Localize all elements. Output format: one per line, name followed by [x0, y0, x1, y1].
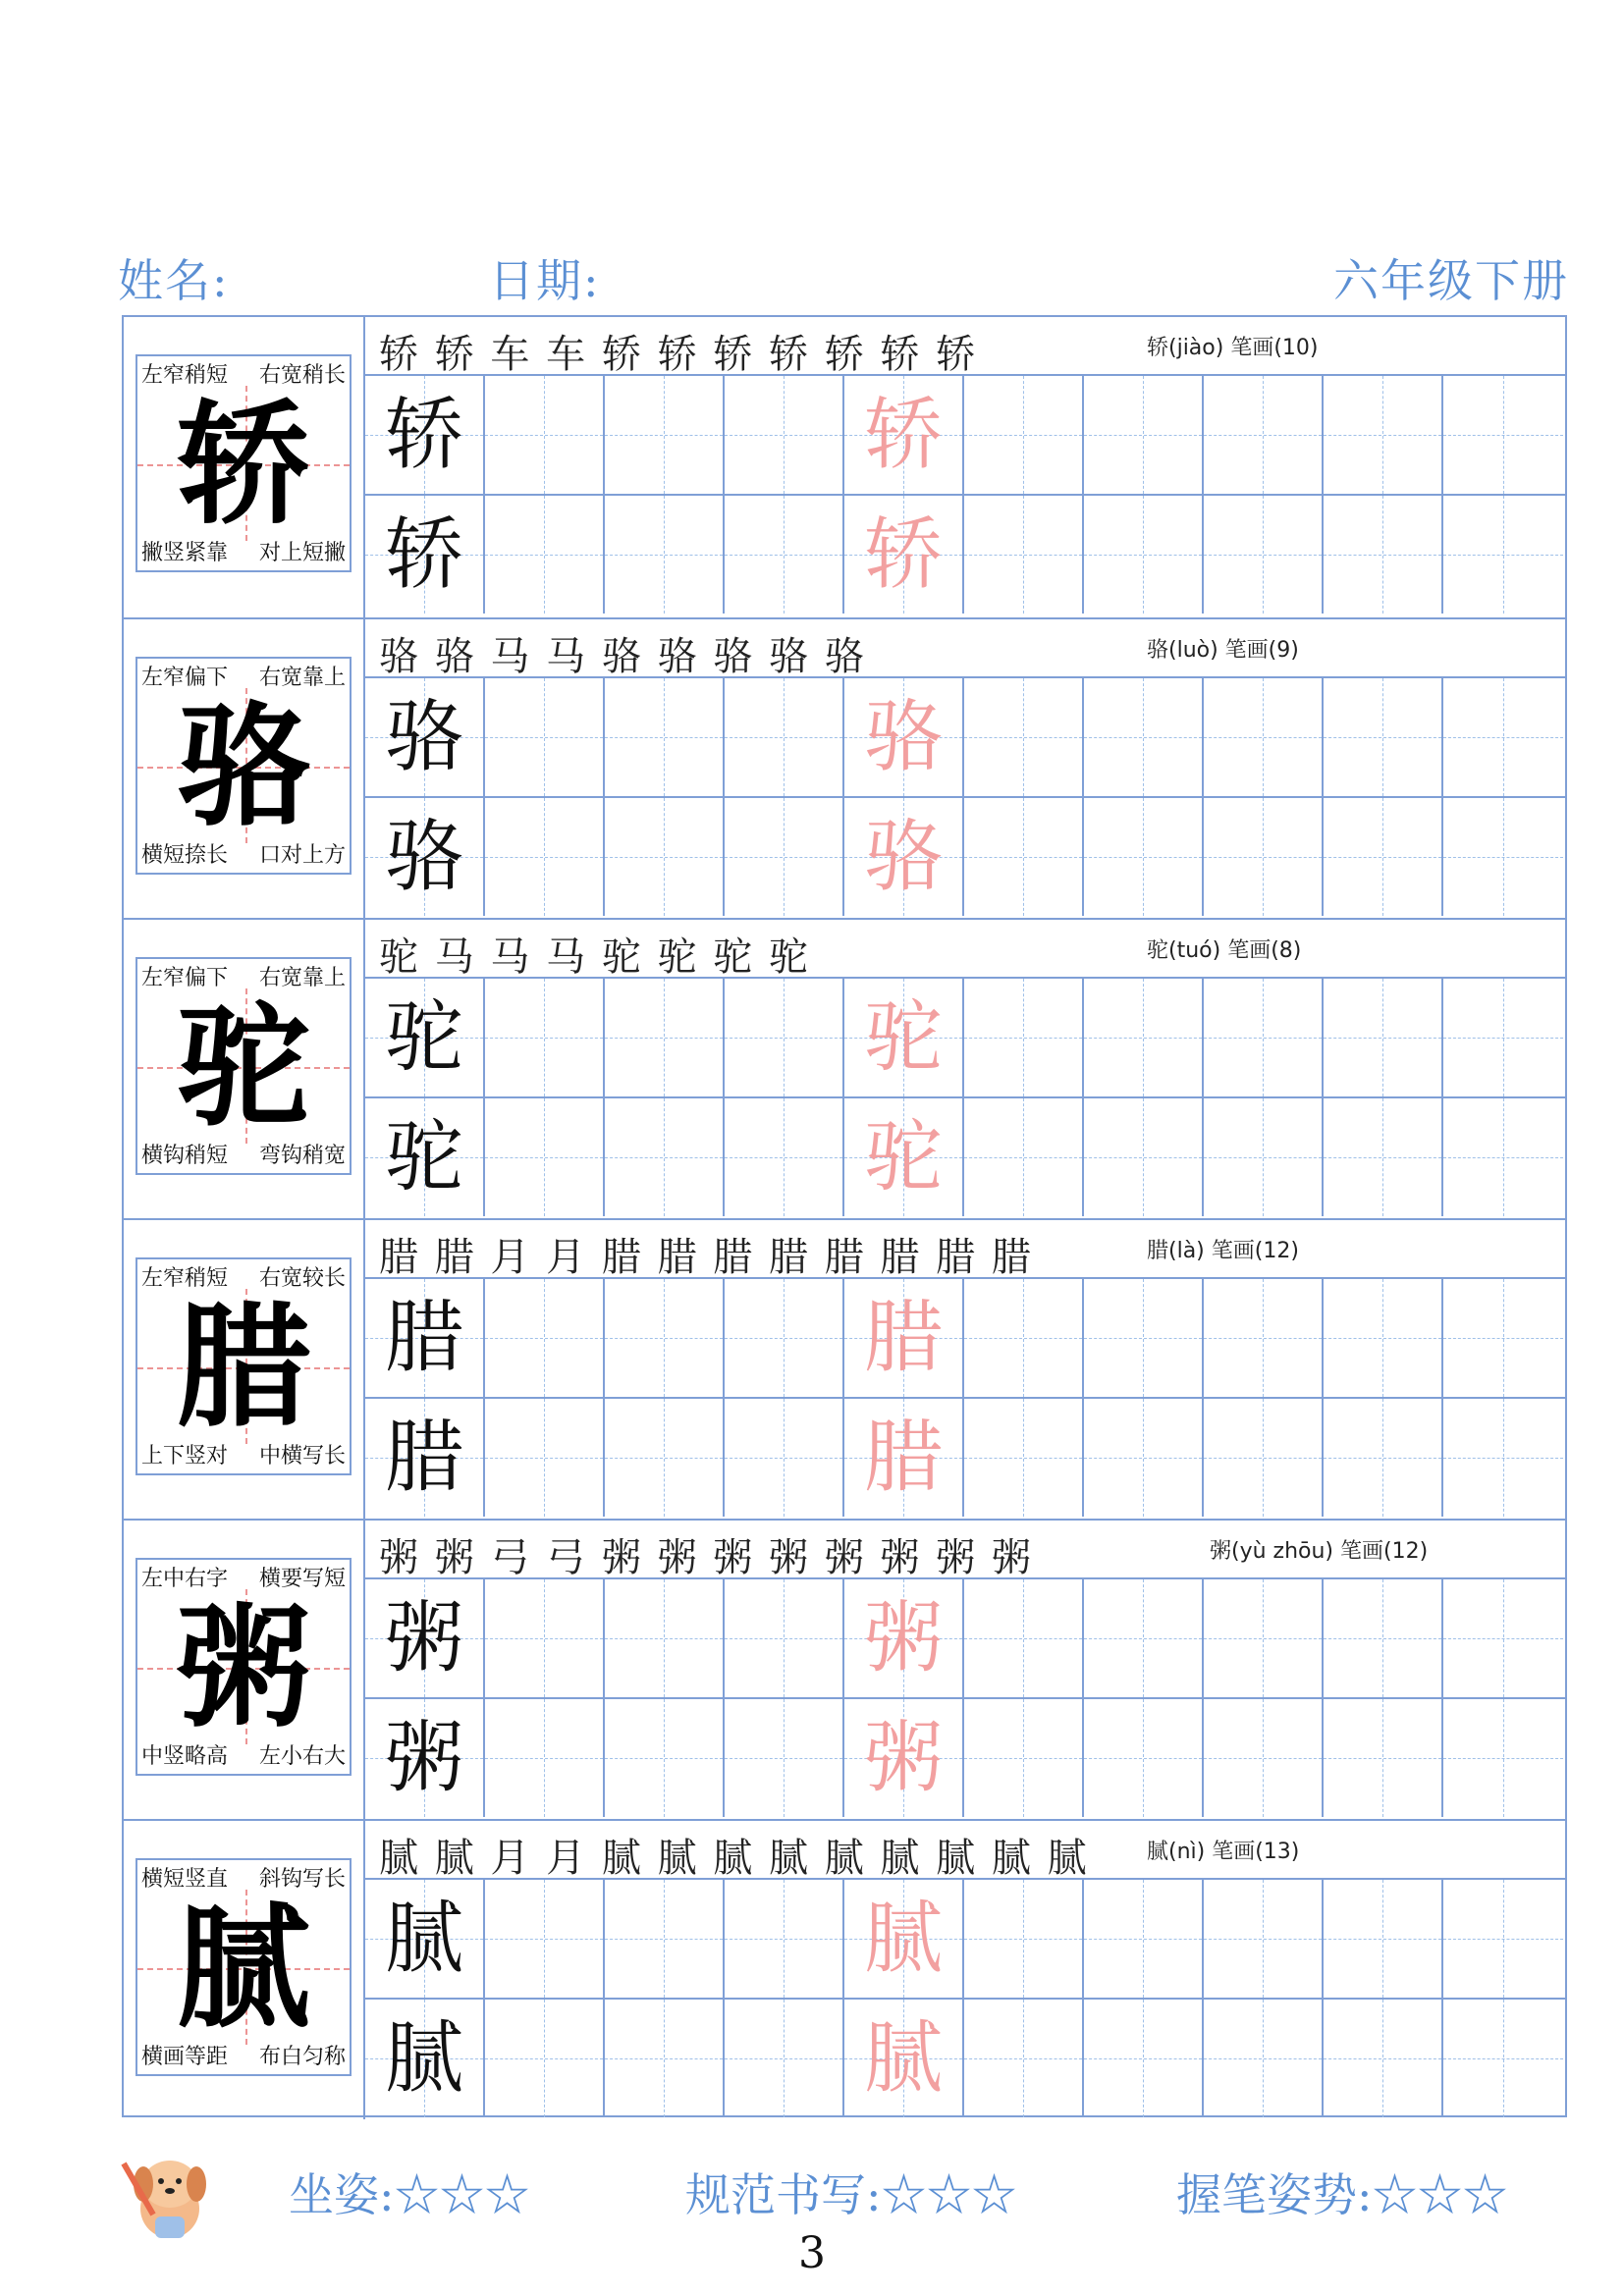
grid-cell[interactable]	[1324, 979, 1443, 1096]
grid-cell[interactable]	[1324, 376, 1443, 494]
grid-cell[interactable]	[1084, 1579, 1204, 1697]
grid-cell[interactable]	[1084, 678, 1204, 796]
demo-panel	[124, 619, 365, 918]
grid-cell[interactable]	[964, 1579, 1084, 1697]
grid-cell[interactable]	[964, 1279, 1084, 1397]
practice-area	[365, 1220, 1565, 1519]
grid-cell[interactable]	[1204, 1279, 1324, 1397]
grid-cell[interactable]	[1443, 376, 1563, 494]
grid-cell[interactable]	[725, 678, 844, 796]
model-char: 骆	[385, 691, 463, 782]
grid-cell[interactable]	[1324, 1699, 1443, 1817]
grid-cell[interactable]	[365, 1098, 485, 1216]
grid-cell[interactable]	[844, 1098, 964, 1216]
stroke-order: 腻 腻 月 月 腻 腻 腻 腻 腻 腻 腻 腻 腻	[379, 1836, 1089, 1881]
writing-tip: 右宽靠上	[258, 666, 346, 690]
demo-box	[135, 1858, 352, 2076]
stroke-order-row	[365, 1521, 1565, 1579]
grid-cell[interactable]	[485, 979, 605, 1096]
writing-tip: 口对上方	[258, 843, 346, 868]
grid-cell[interactable]	[964, 798, 1084, 916]
model-char: 驼	[385, 991, 463, 1083]
writing-tip: 斜钩写长	[258, 1867, 346, 1892]
writing-tip: 中竖略高	[141, 1744, 229, 1769]
grid-cell[interactable]	[844, 1279, 964, 1397]
grid-cell[interactable]	[1084, 1880, 1204, 1998]
practice-sheet	[122, 315, 1567, 2117]
grid-cell[interactable]	[844, 1579, 964, 1697]
date-label: 日期:	[489, 254, 601, 307]
grid-cell[interactable]	[1084, 798, 1204, 916]
grid-cell[interactable]	[605, 376, 725, 494]
posture-rating: 坐姿:☆☆☆	[289, 2168, 530, 2221]
grid-cell[interactable]	[605, 1880, 725, 1998]
grid-cell[interactable]	[605, 1399, 725, 1517]
grid-cell[interactable]	[1443, 1098, 1563, 1216]
grid-cell[interactable]	[605, 1699, 725, 1817]
practice-area	[365, 619, 1565, 918]
grid-cell[interactable]	[725, 1098, 844, 1216]
grid-cell[interactable]	[725, 1399, 844, 1517]
demo-box	[135, 1257, 352, 1475]
grid-cell[interactable]	[844, 2000, 964, 2117]
trace-char: 腻	[864, 1893, 943, 1984]
model-char: 腻	[385, 1893, 463, 1984]
grid-cell[interactable]	[964, 678, 1084, 796]
grid-cell[interactable]	[1084, 979, 1204, 1096]
grid-cell[interactable]	[964, 2000, 1084, 2117]
writing-grid	[365, 678, 1565, 918]
char-block	[124, 317, 1565, 617]
grid-cell[interactable]	[964, 496, 1084, 614]
char-info: 腻(nì) 笔画(13)	[1147, 1840, 1300, 1864]
practice-area	[365, 317, 1565, 617]
model-char: 骆	[385, 811, 463, 902]
page-number: 3	[798, 2228, 826, 2278]
grid-row	[365, 496, 1565, 615]
grid-cell[interactable]	[844, 678, 964, 796]
grid-row	[365, 376, 1565, 496]
stroke-order-row	[365, 920, 1565, 979]
writing-tip: 横短捺长	[141, 843, 229, 868]
char-block	[124, 1819, 1565, 2119]
grid-cell[interactable]	[1204, 496, 1324, 614]
grid-row	[365, 1880, 1565, 2000]
demo-box	[135, 957, 352, 1175]
grid-cell[interactable]	[1443, 979, 1563, 1096]
grid-cell[interactable]	[1204, 798, 1324, 916]
grid-cell[interactable]	[1204, 1399, 1324, 1517]
demo-panel	[124, 1220, 365, 1519]
grid-cell[interactable]	[725, 1579, 844, 1697]
demo-box	[135, 1558, 352, 1776]
model-char: 腊	[385, 1412, 463, 1503]
demo-panel	[124, 1821, 365, 2119]
grid-cell[interactable]	[1204, 376, 1324, 494]
grid-cell[interactable]	[844, 496, 964, 614]
model-char: 轿	[385, 508, 463, 600]
grid-cell[interactable]	[1324, 1279, 1443, 1397]
grid-cell[interactable]	[725, 979, 844, 1096]
grid-cell[interactable]	[725, 1699, 844, 1817]
trace-char: 轿	[864, 508, 943, 600]
demo-panel	[124, 317, 365, 617]
practice-area	[365, 920, 1565, 1218]
grid-cell[interactable]	[365, 1699, 485, 1817]
name-label: 姓名:	[118, 254, 230, 307]
trace-char: 粥	[864, 1712, 943, 1803]
grid-cell[interactable]	[485, 2000, 605, 2117]
grid-cell[interactable]	[605, 1279, 725, 1397]
trace-char: 腊	[864, 1292, 943, 1383]
grid-cell[interactable]	[1324, 2000, 1443, 2117]
grid-cell[interactable]	[1324, 798, 1443, 916]
grid-cell[interactable]	[1324, 1098, 1443, 1216]
writing-tip: 中横写长	[258, 1444, 346, 1468]
writing-tip: 上下竖对	[141, 1444, 229, 1468]
model-char: 腊	[385, 1292, 463, 1383]
writing-tip: 右宽稍长	[258, 363, 346, 388]
stroke-order-row	[365, 619, 1565, 678]
grid-cell[interactable]	[365, 496, 485, 614]
stroke-order-row	[365, 1220, 1565, 1279]
practice-area	[365, 1821, 1565, 2119]
grid-cell[interactable]	[1204, 678, 1324, 796]
demo-character: 粥	[177, 1589, 310, 1746]
writing-tip: 横要写短	[258, 1567, 346, 1591]
grid-cell[interactable]	[485, 1880, 605, 1998]
grid-cell[interactable]	[485, 1279, 605, 1397]
char-block	[124, 1519, 1565, 1819]
grid-cell[interactable]	[1204, 1098, 1324, 1216]
writing-tip: 左小右大	[258, 1744, 346, 1769]
grid-cell[interactable]	[1084, 1399, 1204, 1517]
grid-row	[365, 1579, 1565, 1699]
grid-row	[365, 1399, 1565, 1519]
grid-cell[interactable]	[1084, 1699, 1204, 1817]
writing-tip: 右宽靠上	[258, 966, 346, 990]
grid-cell[interactable]	[964, 1399, 1084, 1517]
grid-cell[interactable]	[605, 2000, 725, 2117]
writing-tip: 左窄偏下	[141, 666, 229, 690]
grid-row	[365, 979, 1565, 1098]
grid-cell[interactable]	[485, 1579, 605, 1697]
grip-rating: 握笔姿势:☆☆☆	[1176, 2168, 1508, 2221]
model-char: 粥	[385, 1592, 463, 1683]
trace-char: 腊	[864, 1412, 943, 1503]
grid-cell[interactable]	[964, 376, 1084, 494]
grid-cell[interactable]	[844, 376, 964, 494]
grid-cell[interactable]	[1443, 1699, 1563, 1817]
grid-cell[interactable]	[1324, 1399, 1443, 1517]
grid-cell[interactable]	[1084, 2000, 1204, 2117]
writing-grid	[365, 1279, 1565, 1519]
grid-cell[interactable]	[1443, 1399, 1563, 1517]
grid-cell[interactable]	[485, 1098, 605, 1216]
trace-char: 轿	[864, 389, 943, 480]
grid-cell[interactable]	[725, 1279, 844, 1397]
grid-cell[interactable]	[1443, 678, 1563, 796]
grid-row	[365, 678, 1565, 798]
grid-cell[interactable]	[844, 1880, 964, 1998]
trace-char: 驼	[864, 991, 943, 1083]
grid-cell[interactable]	[1443, 2000, 1563, 2117]
grid-row	[365, 1279, 1565, 1399]
grid-cell[interactable]	[605, 1098, 725, 1216]
char-block	[124, 918, 1565, 1218]
grid-cell[interactable]	[725, 798, 844, 916]
grid-row	[365, 1699, 1565, 1819]
grid-cell[interactable]	[365, 678, 485, 796]
grid-row	[365, 798, 1565, 918]
grid-cell[interactable]	[725, 1880, 844, 1998]
grid-cell[interactable]	[485, 496, 605, 614]
stroke-order-row	[365, 1821, 1565, 1880]
writing-tip: 横钩稍短	[141, 1144, 229, 1168]
grid-cell[interactable]	[605, 798, 725, 916]
grid-cell[interactable]	[1204, 1699, 1324, 1817]
writing-tip: 对上短撇	[258, 541, 346, 565]
demo-character: 驼	[177, 988, 310, 1146]
model-char: 驼	[385, 1111, 463, 1202]
grid-cell[interactable]	[844, 1699, 964, 1817]
grid-cell[interactable]	[365, 1579, 485, 1697]
model-char: 粥	[385, 1712, 463, 1803]
char-info: 驼(tuó) 笔画(8)	[1147, 938, 1302, 963]
char-info: 骆(luò) 笔画(9)	[1147, 638, 1299, 663]
grid-cell[interactable]	[725, 2000, 844, 2117]
grid-cell[interactable]	[1324, 1579, 1443, 1697]
grid-cell[interactable]	[1204, 979, 1324, 1096]
grid-cell[interactable]	[605, 678, 725, 796]
grid-cell[interactable]	[485, 1699, 605, 1817]
writing-grid	[365, 979, 1565, 1218]
grid-cell[interactable]	[1084, 1279, 1204, 1397]
stroke-order: 骆 骆 马 马 骆 骆 骆 骆 骆	[379, 634, 866, 679]
grid-row	[365, 2000, 1565, 2119]
grid-cell[interactable]	[1443, 798, 1563, 916]
grid-cell[interactable]	[1204, 1880, 1324, 1998]
grid-cell[interactable]	[964, 1098, 1084, 1216]
grid-cell[interactable]	[964, 979, 1084, 1096]
stroke-order: 粥 粥 弓 弓 粥 粥 粥 粥 粥 粥 粥 粥	[379, 1535, 1033, 1580]
demo-panel	[124, 920, 365, 1218]
demo-panel	[124, 1521, 365, 1819]
grid-cell[interactable]	[485, 376, 605, 494]
grid-cell[interactable]	[844, 979, 964, 1096]
stroke-order: 驼 马 马 马 驼 驼 驼 驼	[379, 934, 811, 980]
demo-character: 轿	[177, 386, 310, 543]
trace-char: 骆	[864, 691, 943, 782]
writing-tip: 左窄偏下	[141, 966, 229, 990]
grid-cell[interactable]	[1443, 1579, 1563, 1697]
writing-tip: 左窄稍短	[141, 1266, 229, 1291]
grid-cell[interactable]	[365, 979, 485, 1096]
demo-box	[135, 657, 352, 875]
grid-cell[interactable]	[365, 1279, 485, 1397]
grid-cell[interactable]	[1084, 376, 1204, 494]
writing-tip: 布白匀称	[258, 2045, 346, 2069]
grid-cell[interactable]	[1204, 2000, 1324, 2117]
grid-cell[interactable]	[485, 798, 605, 916]
model-char: 轿	[385, 389, 463, 480]
grid-cell[interactable]	[365, 376, 485, 494]
grid-cell[interactable]	[844, 798, 964, 916]
writing-grid	[365, 376, 1565, 615]
demo-box	[135, 354, 352, 572]
grid-cell[interactable]	[365, 798, 485, 916]
grid-cell[interactable]	[1443, 1880, 1563, 1998]
grid-cell[interactable]	[605, 979, 725, 1096]
grid-row	[365, 1098, 1565, 1218]
grid-cell[interactable]	[1084, 1098, 1204, 1216]
grade-label: 六年级下册	[1333, 254, 1569, 307]
grid-cell[interactable]	[605, 496, 725, 614]
char-block	[124, 617, 1565, 918]
grid-cell[interactable]	[365, 1399, 485, 1517]
trace-char: 粥	[864, 1592, 943, 1683]
grid-cell[interactable]	[365, 2000, 485, 2117]
stroke-order: 轿 轿 车 车 轿 轿 轿 轿 轿 轿 轿	[379, 332, 978, 377]
char-block	[124, 1218, 1565, 1519]
writing-tip: 撇竖紧靠	[141, 541, 229, 565]
grid-cell[interactable]	[1204, 1579, 1324, 1697]
writing-tip: 横画等距	[141, 2045, 229, 2069]
writing-tip: 左窄稍短	[141, 363, 229, 388]
trace-char: 腻	[864, 2012, 943, 2104]
writing-grid	[365, 1579, 1565, 1819]
grid-cell[interactable]	[725, 496, 844, 614]
grid-cell[interactable]	[1324, 496, 1443, 614]
writing-rating: 规范书写:☆☆☆	[685, 2168, 1017, 2221]
demo-character: 腻	[177, 1890, 310, 2047]
grid-cell[interactable]	[725, 376, 844, 494]
grid-cell[interactable]	[1324, 678, 1443, 796]
grid-cell[interactable]	[1443, 496, 1563, 614]
trace-char: 驼	[864, 1111, 943, 1202]
char-info: 轿(jiào) 笔画(10)	[1147, 336, 1319, 360]
grid-cell[interactable]	[1443, 1279, 1563, 1397]
model-char: 腻	[385, 2012, 463, 2104]
grid-cell[interactable]	[964, 1699, 1084, 1817]
writing-grid	[365, 1880, 1565, 2119]
grid-cell[interactable]	[844, 1399, 964, 1517]
stroke-order-row	[365, 317, 1565, 376]
grid-cell[interactable]	[1084, 496, 1204, 614]
grid-cell[interactable]	[365, 1880, 485, 1998]
grid-cell[interactable]	[964, 1880, 1084, 1998]
char-info: 粥(yù zhōu) 笔画(12)	[1210, 1539, 1429, 1564]
demo-character: 骆	[177, 688, 310, 845]
trace-char: 骆	[864, 811, 943, 902]
grid-cell[interactable]	[485, 1399, 605, 1517]
writing-tip: 左中右字	[141, 1567, 229, 1591]
writing-tip: 右宽较长	[258, 1266, 346, 1291]
writing-tip: 横短竖直	[141, 1867, 229, 1892]
char-info: 腊(là) 笔画(12)	[1147, 1239, 1299, 1263]
grid-cell[interactable]	[1324, 1880, 1443, 1998]
demo-character: 腊	[177, 1289, 310, 1446]
grid-cell[interactable]	[485, 678, 605, 796]
grid-cell[interactable]	[605, 1579, 725, 1697]
stroke-order: 腊 腊 月 月 腊 腊 腊 腊 腊 腊 腊 腊	[379, 1235, 1033, 1280]
practice-area	[365, 1521, 1565, 1819]
writing-tip: 弯钩稍宽	[258, 1144, 346, 1168]
